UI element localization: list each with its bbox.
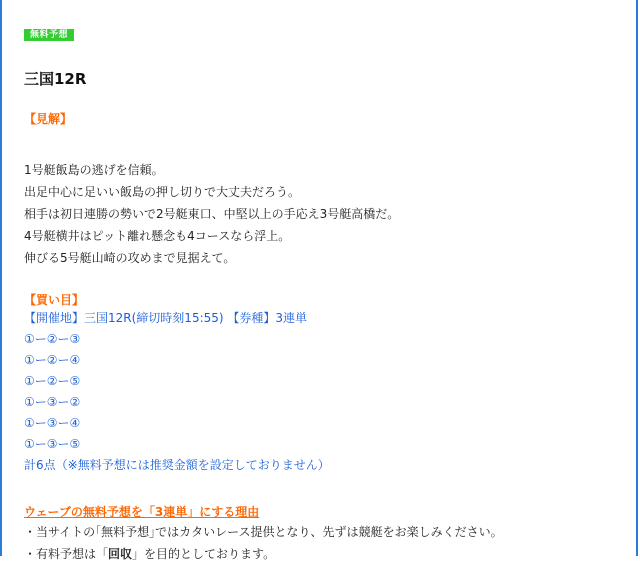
prediction-article [24,22,616,565]
analysis-block [24,159,616,269]
reason-heading: ウェーブの無料予想を「3連単」にする理由 [24,505,260,519]
combination-list [24,329,616,455]
analysis-line: 相手は初日連勝の勢いで2号艇東口、中堅以上の手応え3号艇高橋だ。 [24,207,400,221]
bet-type-value: 3連単 [275,311,308,325]
note-line-paid [24,543,616,565]
race-info-line [24,308,616,329]
combination-item: ①ー③ー④ [24,416,81,430]
combination-item: ①ー②ー⑤ [24,374,81,388]
combination-item: ①ー③ー⑤ [24,437,81,451]
note-prefix: ・有料予想は「 [24,547,109,561]
venue-label: 【開催地】 [24,311,85,325]
analysis-line: 伸びる5号艇山崎の攻めまで見据えて。 [24,251,236,265]
combination-item: ①ー②ー④ [24,353,81,367]
analysis-heading: 【見解】 [24,112,73,126]
analysis-line: 1号艇飯島の逃げを信頼。 [24,163,164,177]
bets-heading: 【買い目】 [24,293,85,307]
combination-item: ①ー②ー③ [24,332,81,346]
analysis-line: 出足中心に足いい飯島の押し切りで大丈夫だろう。 [24,185,301,199]
total-points: 計6点（※無料予想には推奨金額を設定しておりません） [24,458,330,472]
analysis-line: 4号艇横井はピット離れ懸念も4コースなら浮上。 [24,229,291,243]
free-prediction-badge: 無料予想 [24,29,74,41]
bet-type-label: 【券種】 [227,311,276,325]
note-line-free: ・当サイトの｢無料予想｣ではカタいレース提供となり、先ずは競艇をお楽しみください。 [24,525,503,539]
note-bold-recovery: 回収 [108,547,133,561]
venue-value: 三国12R(締切時刻15:55) [84,311,224,325]
note-suffix: 」を目的としております。 [132,547,276,561]
combination-item: ①ー③ー② [24,395,81,409]
race-title: 三国12R [24,70,87,88]
